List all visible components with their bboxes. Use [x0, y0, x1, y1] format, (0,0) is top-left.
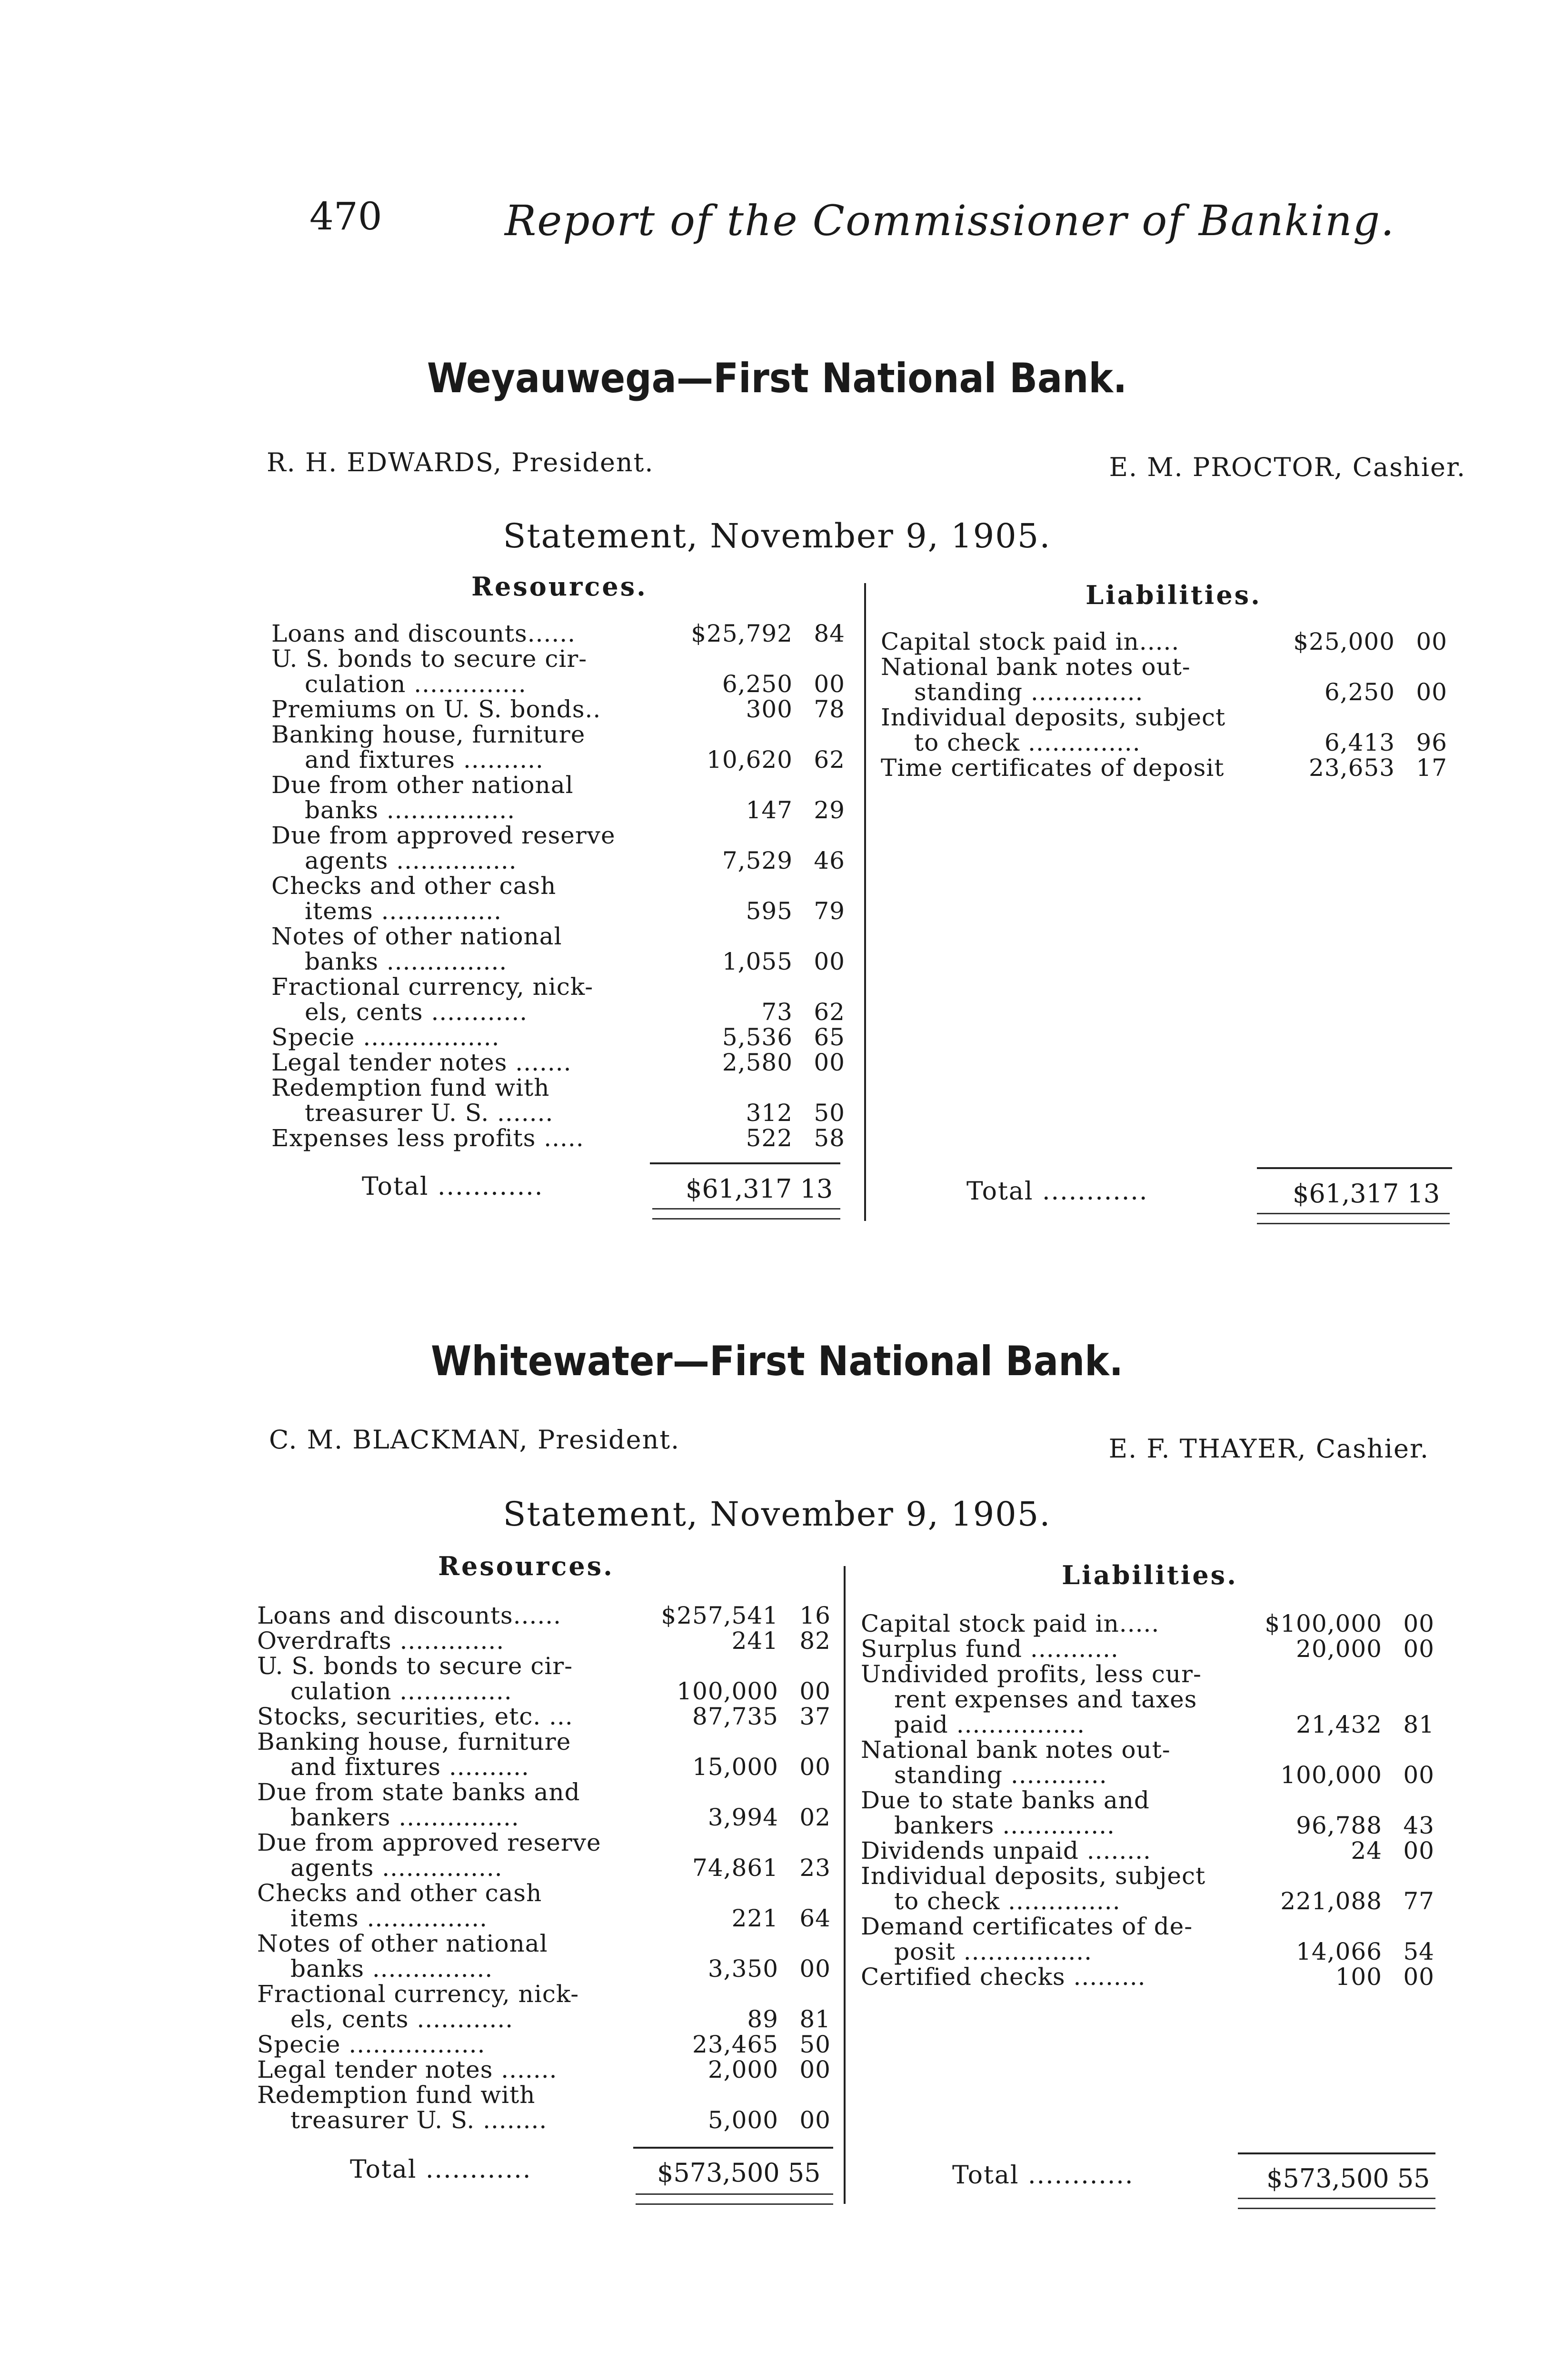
amount-dollars: 5,000: [707, 2106, 778, 2134]
item-label: Notes of other national: [257, 1930, 548, 1957]
item-label: Dividends unpaid ........: [861, 1837, 1151, 1864]
resource-row: [271, 621, 850, 646]
amount-cents: 16: [799, 1602, 831, 1629]
item-label: Redemption fund with: [257, 2081, 536, 2109]
president-name: C. M. BLACKMAN, President.: [269, 1425, 680, 1455]
amount-cents: 78: [814, 695, 845, 723]
item-label: Due from state banks and: [257, 1778, 580, 1806]
item-label: National bank notes out-: [861, 1736, 1171, 1764]
resource-row: [271, 1075, 850, 1126]
amount-dollars: 20,000: [1296, 1635, 1382, 1663]
amount-cents: 82: [799, 1627, 831, 1655]
item-label: Specie .................: [257, 2031, 486, 2058]
amount-cents: 43: [1403, 1812, 1434, 1839]
amount-cents: 00: [814, 670, 845, 698]
resource-row: [257, 2057, 836, 2082]
item-label: agents ...............: [290, 1854, 503, 1882]
resources-total-amount: $573,500 55: [657, 2158, 821, 2188]
bank-title: Weyauwega—First National Bank.: [427, 355, 1127, 402]
resource-row: [257, 1654, 836, 1704]
amount-dollars: 221: [731, 1904, 778, 1932]
item-label: Capital stock paid in.....: [861, 1610, 1160, 1637]
item-label: Legal tender notes .......: [257, 2056, 558, 2083]
item-label: treasurer U. S. ........: [290, 2106, 548, 2134]
item-label: National bank notes out-: [881, 653, 1191, 681]
subtotal-rule: [650, 1162, 840, 1164]
item-label: bankers ..............: [894, 1812, 1115, 1839]
amount-dollars: 14,066: [1296, 1938, 1382, 1965]
amount-dollars: 100,000: [677, 1677, 778, 1705]
item-label: Specie .................: [271, 1023, 500, 1051]
amount-dollars: 23,653: [1309, 754, 1395, 782]
amount-dollars: 7,529: [722, 847, 793, 874]
amount-dollars: 100,000: [1280, 1761, 1382, 1789]
amount-dollars: 89: [747, 2005, 778, 2033]
amount-cents: 00: [814, 948, 845, 975]
resource-row: [257, 1780, 836, 1830]
amount-cents: 00: [1403, 1635, 1434, 1663]
item-label: Checks and other cash: [257, 1879, 542, 1907]
amount-cents: 00: [799, 1753, 831, 1781]
resource-row: [271, 646, 850, 697]
item-label: Fractional currency, nick-: [271, 973, 594, 1001]
item-label: items ...............: [305, 897, 502, 925]
amount-dollars: 23,465: [692, 2031, 778, 2058]
amount-dollars: 522: [746, 1124, 793, 1152]
item-label: Notes of other national: [271, 922, 562, 950]
item-label: culation ..............: [305, 670, 527, 698]
liabilities-list: [861, 1611, 1439, 1992]
liability-row: [881, 705, 1452, 755]
resource-row: [257, 1628, 836, 1654]
amount-cents: 17: [1416, 754, 1447, 782]
resource-row: [257, 1729, 836, 1780]
subtotal-rule: [1257, 1167, 1452, 1169]
amount-cents: 84: [814, 620, 845, 647]
amount-dollars: 312: [746, 1099, 793, 1127]
liabilities-total-amount: $61,317 13: [1293, 1179, 1440, 1209]
statement-date: Statement, November 9, 1905.: [503, 516, 1051, 555]
amount-dollars: 24: [1351, 1837, 1382, 1864]
subtotal-rule: [1238, 2152, 1435, 2154]
liability-row: [861, 1864, 1439, 1914]
liability-row: [861, 1964, 1439, 1990]
item-label: to check ..............: [914, 729, 1141, 756]
item-label: Legal tender notes .......: [271, 1049, 572, 1076]
amount-cents: 00: [1403, 1837, 1434, 1864]
amount-cents: 81: [799, 2005, 831, 2033]
amount-dollars: 147: [746, 796, 793, 824]
amount-cents: 81: [1403, 1711, 1434, 1738]
resource-row: [271, 873, 850, 924]
resource-row: [271, 823, 850, 873]
item-label: treasurer U. S. .......: [305, 1099, 554, 1127]
resource-row: [257, 1704, 836, 1729]
item-label: Banking house, furniture: [257, 1728, 571, 1755]
item-label: bankers ...............: [290, 1804, 519, 1831]
item-label: and fixtures ..........: [290, 1753, 529, 1781]
resources-heading: Resources.: [438, 1551, 614, 1581]
item-label: Redemption fund with: [271, 1074, 550, 1101]
amount-cents: 00: [1416, 628, 1447, 655]
item-label: items ...............: [290, 1904, 488, 1932]
item-label: Due from approved reserve: [257, 1829, 601, 1856]
amount-cents: 62: [814, 998, 845, 1026]
resource-row: [271, 924, 850, 974]
resource-row: [271, 697, 850, 722]
resource-row: [271, 1126, 850, 1151]
amount-cents: 65: [814, 1023, 845, 1051]
liability-row: [881, 654, 1452, 705]
resource-row: [257, 2082, 836, 2133]
amount-cents: 00: [814, 1049, 845, 1076]
amount-dollars: 6,250: [722, 670, 793, 698]
total-double-rule: [1238, 2198, 1435, 2209]
bank-title: Whitewater—First National Bank.: [430, 1338, 1124, 1385]
item-label: Premiums on U. S. bonds..: [271, 695, 601, 723]
amount-dollars: 2,580: [722, 1049, 793, 1076]
amount-dollars: 3,994: [707, 1804, 778, 1831]
item-label: Checks and other cash: [271, 872, 557, 900]
item-label: U. S. bonds to secure cir-: [271, 645, 588, 673]
resource-row: [257, 2032, 836, 2057]
item-label: banks ...............: [290, 1955, 493, 1983]
amount-dollars: $257,541: [661, 1602, 778, 1629]
item-label: Stocks, securities, etc. ...: [257, 1703, 573, 1730]
amount-cents: 96: [1416, 729, 1447, 756]
item-label: Undivided profits, less cur-: [861, 1660, 1202, 1688]
item-label: Banking house, furniture: [271, 721, 586, 748]
item-label: Time certificates of deposit: [881, 754, 1225, 782]
item-label: Capital stock paid in.....: [881, 628, 1180, 655]
total-double-rule: [1257, 1213, 1450, 1224]
resource-row: [271, 974, 850, 1025]
amount-cents: 02: [799, 1804, 831, 1831]
statement-date: Statement, November 9, 1905.: [503, 1495, 1051, 1534]
amount-cents: 29: [814, 796, 845, 824]
item-label: standing ............: [894, 1761, 1107, 1789]
amount-cents: 79: [814, 897, 845, 925]
liability-row: [881, 629, 1452, 654]
liabilities-total-amount: $573,500 55: [1266, 2163, 1430, 2193]
item-label: Loans and discounts......: [271, 620, 576, 647]
amount-dollars: $25,000: [1293, 628, 1395, 655]
liability-row: [881, 755, 1452, 781]
item-label: Surplus fund ...........: [861, 1635, 1119, 1663]
liability-row: [861, 1662, 1439, 1737]
resource-row: [271, 722, 850, 773]
item-label: posit ................: [894, 1938, 1093, 1965]
amount-dollars: 96,788: [1296, 1812, 1382, 1839]
amount-cents: 50: [799, 2031, 831, 2058]
item-label: els, cents ............: [305, 998, 528, 1026]
resource-row: [257, 1603, 836, 1628]
amount-cents: 23: [799, 1854, 831, 1882]
item-label: Certified checks .........: [861, 1963, 1146, 1991]
amount-cents: 00: [1403, 1963, 1434, 1991]
amount-cents: 37: [799, 1703, 831, 1730]
liabilities-total-label: Total ............: [966, 1177, 1148, 1206]
amount-dollars: 21,432: [1296, 1711, 1382, 1738]
amount-cents: 62: [814, 746, 845, 774]
amount-dollars: 87,735: [692, 1703, 778, 1730]
amount-dollars: 300: [746, 695, 793, 723]
liabilities-heading: Liabilities.: [1086, 580, 1262, 610]
resources-heading: Resources.: [471, 571, 648, 602]
resources-list: [271, 621, 850, 1164]
amount-dollars: 221,088: [1280, 1887, 1382, 1915]
amount-dollars: 5,536: [722, 1023, 793, 1051]
total-double-rule: [652, 1208, 840, 1220]
item-label: Fractional currency, nick-: [257, 1980, 579, 2008]
item-label: Due to state banks and: [861, 1786, 1150, 1814]
item-label: Due from other national: [271, 771, 574, 799]
cashier-name: E. M. PROCTOR, Cashier.: [1109, 452, 1466, 482]
president-name: R. H. EDWARDS, President.: [267, 447, 654, 477]
amount-cents: 00: [1403, 1610, 1434, 1637]
resources-total-label: Total ............: [362, 1172, 544, 1201]
liabilities-total-label: Total ............: [952, 2161, 1134, 2190]
amount-dollars: 10,620: [707, 746, 793, 774]
item-label: Individual deposits, subject: [861, 1862, 1206, 1890]
item-label: Overdrafts .............: [257, 1627, 505, 1655]
item-label: U. S. bonds to secure cir-: [257, 1652, 573, 1680]
item-label: rent expenses and taxes: [894, 1686, 1197, 1713]
item-label: banks ...............: [305, 948, 508, 975]
item-label: els, cents ............: [290, 2005, 514, 2033]
amount-dollars: 6,250: [1324, 678, 1395, 706]
resource-row: [271, 773, 850, 823]
amount-dollars: 595: [746, 897, 793, 925]
resource-row: [257, 1931, 836, 1982]
total-double-rule: [636, 2193, 833, 2205]
resource-row: [257, 1982, 836, 2032]
resource-row: [271, 1025, 850, 1050]
item-label: culation ..............: [290, 1677, 512, 1705]
resource-row: [271, 1050, 850, 1075]
amount-cents: 64: [799, 1904, 831, 1932]
amount-cents: 46: [814, 847, 845, 874]
amount-cents: 00: [1416, 678, 1447, 706]
column-divider: [864, 583, 866, 1221]
liability-row: [861, 1636, 1439, 1662]
liabilities-heading: Liabilities.: [1062, 1560, 1238, 1590]
item-label: banks ................: [305, 796, 516, 824]
liability-row: [861, 1914, 1439, 1964]
item-label: paid ................: [894, 1711, 1086, 1738]
amount-cents: 00: [799, 1955, 831, 1983]
liability-row: [861, 1611, 1439, 1636]
amount-cents: 54: [1403, 1938, 1434, 1965]
item-label: standing ..............: [914, 678, 1144, 706]
item-label: Expenses less profits .....: [271, 1124, 584, 1152]
amount-dollars: 1,055: [722, 948, 793, 975]
amount-cents: 77: [1403, 1887, 1434, 1915]
column-divider: [844, 1566, 846, 2204]
item-label: Individual deposits, subject: [881, 704, 1226, 731]
amount-cents: 00: [1403, 1761, 1434, 1789]
liability-row: [861, 1737, 1439, 1788]
liability-row: [861, 1838, 1439, 1864]
item-label: to check ..............: [894, 1887, 1121, 1915]
amount-dollars: 73: [761, 998, 793, 1026]
item-label: Due from approved reserve: [271, 822, 616, 849]
liability-row: [861, 1788, 1439, 1838]
amount-cents: 58: [814, 1124, 845, 1152]
item-label: agents ...............: [305, 847, 517, 874]
resources-list: [257, 1603, 836, 2146]
amount-cents: 00: [799, 2056, 831, 2083]
item-label: Demand certificates of de-: [861, 1913, 1193, 1940]
subtotal-rule: [633, 2147, 833, 2149]
resource-row: [257, 1830, 836, 1881]
amount-dollars: 100: [1335, 1963, 1382, 1991]
amount-cents: 50: [814, 1099, 845, 1127]
page-number: 470: [309, 194, 382, 238]
amount-dollars: 241: [731, 1627, 778, 1655]
amount-cents: 00: [799, 1677, 831, 1705]
resources-total-label: Total ............: [350, 2155, 532, 2184]
item-label: Loans and discounts......: [257, 1602, 562, 1629]
cashier-name: E. F. THAYER, Cashier.: [1108, 1434, 1429, 1464]
amount-cents: 00: [799, 2106, 831, 2134]
liabilities-list: [881, 629, 1452, 820]
amount-dollars: 3,350: [707, 1955, 778, 1983]
resources-total-amount: $61,317 13: [686, 1174, 833, 1204]
amount-dollars: 74,861: [692, 1854, 778, 1882]
running-head: Report of the Commissioner of Banking.: [505, 196, 1395, 245]
amount-dollars: 6,413: [1324, 729, 1395, 756]
amount-dollars: 15,000: [692, 1753, 778, 1781]
amount-dollars: $100,000: [1265, 1610, 1382, 1637]
item-label: and fixtures ..........: [305, 746, 544, 774]
amount-dollars: 2,000: [707, 2056, 778, 2083]
resource-row: [257, 1881, 836, 1931]
amount-dollars: $25,792: [691, 620, 793, 647]
